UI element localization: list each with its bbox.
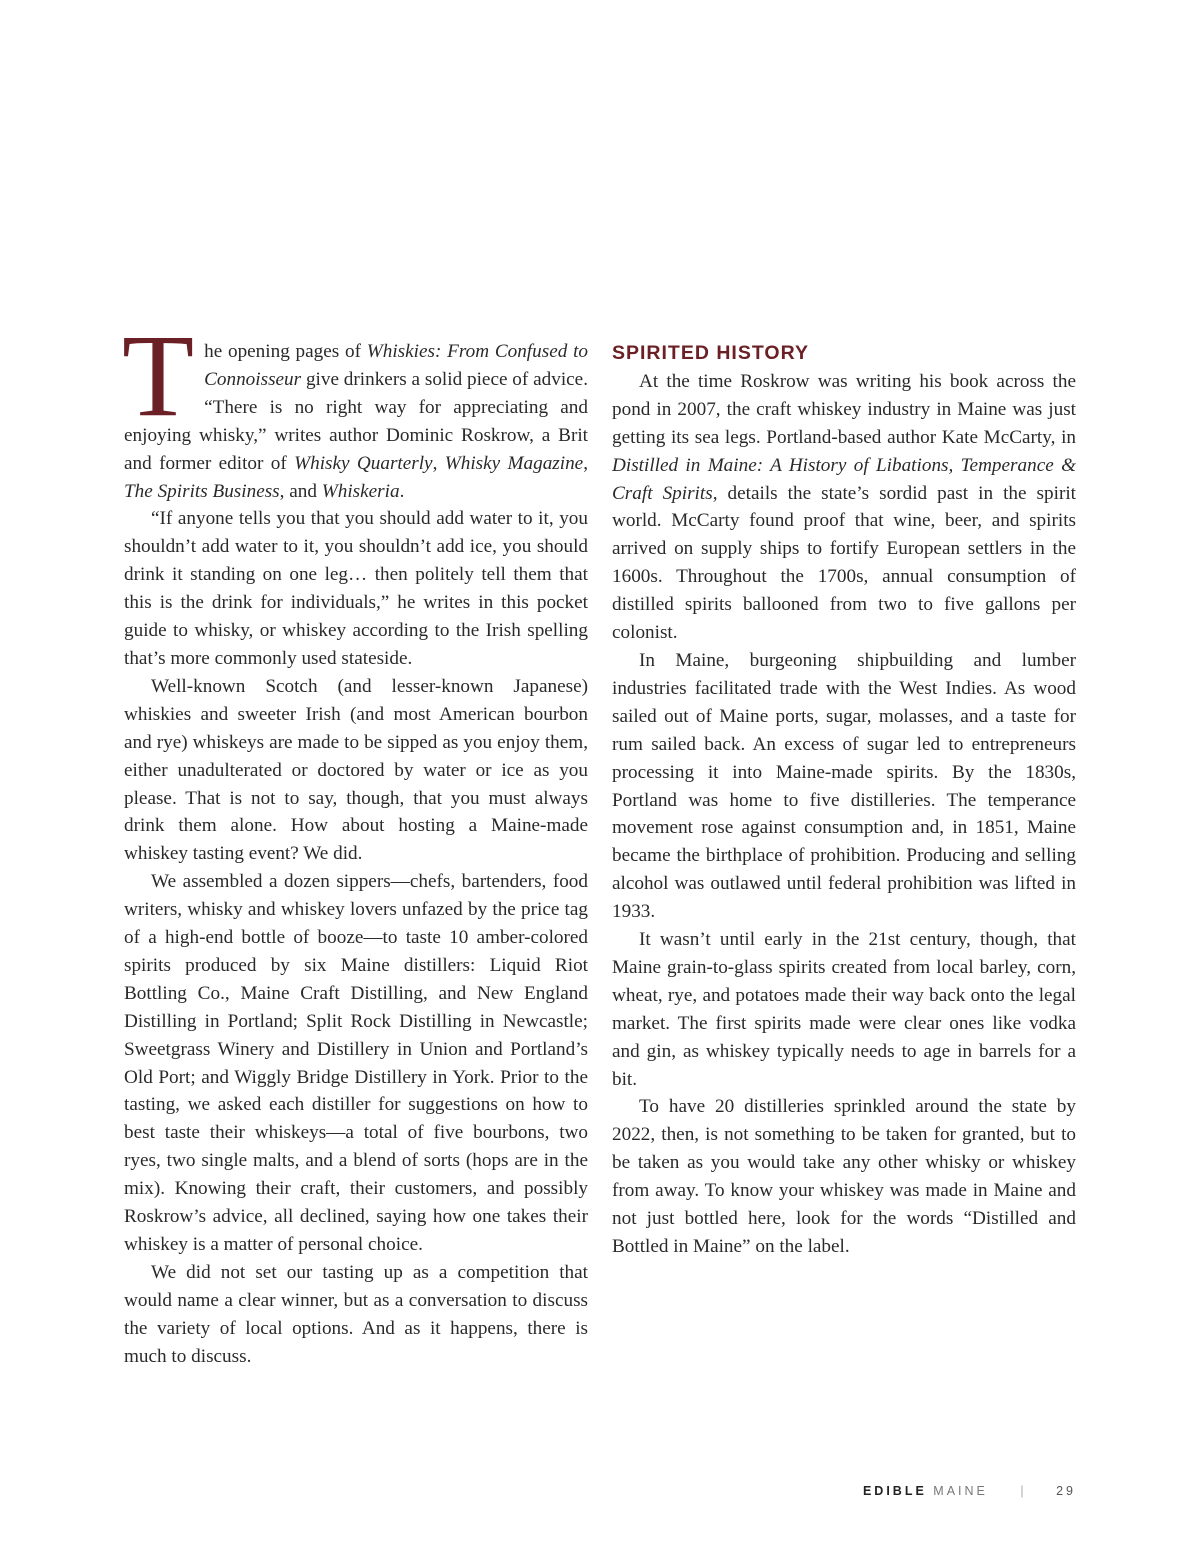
drop-cap: T xyxy=(122,310,195,441)
paragraph-text: , xyxy=(583,452,588,474)
footer-separator: | xyxy=(1020,1484,1024,1498)
history-paragraph-1 xyxy=(612,368,1076,647)
book-title: Distilled in Maine: A History of Libations, Temperance & Craft Spirits xyxy=(612,454,1076,504)
magazine-name-bold: EDIBLE xyxy=(862,1484,927,1498)
paragraph-text: , details the state’s sordid past in the spirit world. McCarty found proof that wine, beer, and spirits arrived on supply ships to fortify European settlers in the 1600s. Throughout the 1700s, annual consumption of distilled spirits ballooned from two to five gallons per colonist. xyxy=(612,482,1077,644)
history-paragraph-4: To have 20 distilleries sprinkled around the state by 2022, then, is not something to be taken for granted, but to be taken as you would take any other whisky or whiskey from away. To know your whiskey was made in Maine and not just bottled here, look for the words “Distilled and Bottled in Maine” on the label. xyxy=(612,1096,1076,1257)
publication-title: Whisky Quarterly xyxy=(294,452,433,474)
paragraph-text: , xyxy=(432,452,445,474)
paragraph-text: give drinkers a solid piece of advice. “There is no right way for appreciating and enjoying whisky,” writes author Dominic Roskrow, a Brit and former editor of xyxy=(124,368,588,474)
article-paragraph-2: “If anyone tells you that you should add water to it, you shouldn’t add water to it, you shouldn’t add ice, you should drink it standing on one leg… then politely tell them that this is the drink for individuals,” he writes in this pocket guide to whisky, or whiskey according to the Irish spelling that’s more commonly used stateside. xyxy=(124,508,588,669)
page-number: 29 xyxy=(1056,1484,1076,1498)
paragraph-text: , and xyxy=(279,480,322,502)
article-paragraph-3: Well-known Scotch (and lesser-known Japanese) whiskies and sweeter Irish (and most American bourbon and rye) whiskeys are made to be sipped as you enjoy them, either unadulterated or doctored by water or ice as you please. That is not to say, though, that you must always drink them alone. How about hosting a Maine-made whiskey tasting event? We did. xyxy=(124,675,588,865)
paragraph-text: . xyxy=(399,480,405,502)
article-paragraph-1 xyxy=(122,310,588,505)
page-footer xyxy=(863,1484,1076,1498)
magazine-name-light: MAINE xyxy=(933,1484,988,1498)
right-column xyxy=(612,338,1076,1261)
left-column xyxy=(122,310,588,1371)
publication-title: Whiskeria xyxy=(321,480,400,502)
history-paragraph-3: It wasn’t until early in the 21st century, though, that Maine grain-to-glass spirits created from local barley, corn, wheat, rye, and potatoes made their way back onto the legal market. The first spirits made were clear ones like vodka and gin, as whiskey typically needs to age in barrels for a bit. xyxy=(612,929,1076,1090)
article-paragraph-5: We did not set our tasting up as a competition that would name a clear winner, but as a conversation to discuss the variety of local options. And as it happens, there is much to discuss. xyxy=(124,1261,588,1367)
history-paragraph-2: In Maine, burgeoning shipbuilding and lumber industries facilitated trade with the West Indies. As wood sailed out of Maine ports, sugar, molasses, and a taste for rum sailed back. An excess of sugar led to entrepreneurs processing it into Maine-made spirits. By the 1830s, Portland was home to five distilleries. The temperance movement rose against consumption and, in 1851, Maine became the birthplace of prohibition. Producing and selling alcohol was outlawed until federal prohibition was lifted in 1933. xyxy=(612,649,1076,923)
section-heading: SPIRITED HISTORY xyxy=(612,342,809,364)
paragraph-text: he opening pages of xyxy=(204,341,367,362)
paragraph-text: At the time Roskrow was writing his book across the pond in 2007, the craft whiskey industry in Maine was just getting its sea legs. Portland-based author Kate McCarty, in xyxy=(612,370,1076,448)
book-title: Whiskies: From Confused to Connoisseur xyxy=(204,341,588,390)
publication-title: The Spirits Business xyxy=(124,480,280,502)
publication-title: Whisky Magazine xyxy=(444,452,584,474)
article-paragraph-4: We assembled a dozen sippers—chefs, bartenders, food writers, whisky and whiskey lovers unfazed by the price tag of a high-end bottle of booze—to taste 10 amber-colored spirits produced by six Maine distillers: Liquid Riot Bottling Co., Maine Craft Distilling, and New England Distilling in Portland; Split Rock Distilling in Newcastle; Sweetgrass Winery and Distillery in Union and Portland’s Old Port; and Wiggly Bridge Distillery in York. Prior to the tasting, we asked each distiller for suggestions on how to best taste their whiskeys—a total of five bourbons, two ryes, two single malts, and a blend of sorts (hops are in the mix). Knowing their craft, their customers, and possibly Roskrow’s advice, all declined, saying how one takes their whiskey is a matter of personal choice. xyxy=(124,871,588,1255)
